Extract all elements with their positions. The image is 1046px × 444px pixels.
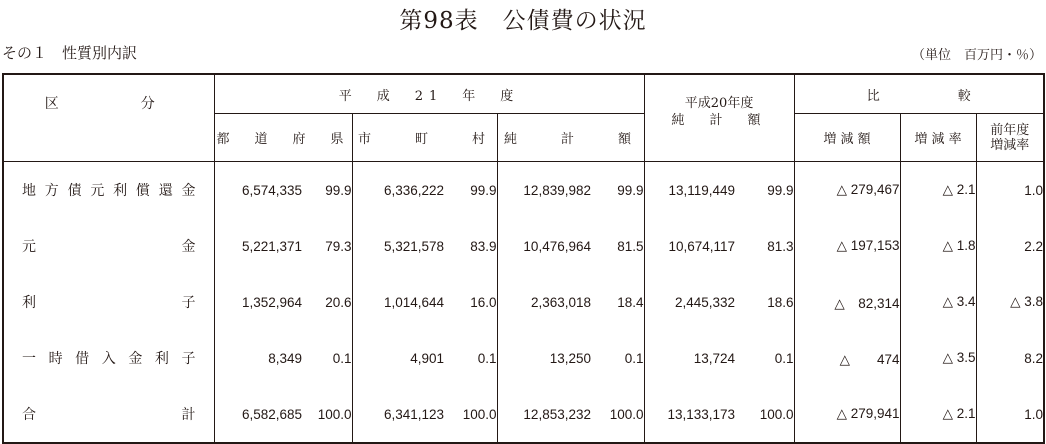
row-label-chars <box>22 404 196 424</box>
row-label-chars <box>22 292 196 312</box>
unit-note: （単位 百万円・％） <box>911 48 1042 63</box>
header-compare: 比 較 <box>794 74 1044 114</box>
net-total-value: 12,853,232 <box>497 386 591 443</box>
row-label-char: 元 <box>22 239 36 255</box>
municipality-percent: 0.1 <box>477 350 497 366</box>
h20-percent: 0.1 <box>774 350 794 366</box>
table-subtitle: その１ 性質別内訳 <box>2 44 138 62</box>
row-label-char: 方 <box>44 183 59 199</box>
prefecture-value: 1,352,964 <box>214 274 302 330</box>
prefecture-value: 6,574,335 <box>214 162 302 219</box>
net-total-percent: 100.0 <box>609 406 644 422</box>
row-label <box>3 386 214 443</box>
row-label-char: 利 <box>22 295 36 311</box>
municipality-value: 6,336,222 <box>352 162 444 219</box>
header-change-rate: 増 減 率 <box>900 114 976 162</box>
header-prefecture: 都 道 府 県 <box>214 114 352 162</box>
row-label-char: 利 <box>113 183 128 199</box>
header-change-amount: 増 減 額 <box>794 114 900 162</box>
h20-value: 13,133,173 <box>644 386 735 443</box>
header-municipality: 市 町 村 <box>352 114 497 162</box>
row-label <box>3 330 214 386</box>
municipality-value: 6,341,123 <box>352 386 444 443</box>
header-net-total: 純 計 額 <box>497 114 644 162</box>
row-label-chars <box>22 348 196 368</box>
prefecture-percent: 99.9 <box>325 182 352 198</box>
header-h20-line1: 平成20年度 <box>684 96 754 111</box>
public-debt-table <box>2 73 1045 444</box>
table-body <box>3 162 1044 444</box>
table-row <box>3 218 1044 274</box>
header-h20-line2: 純 計 額 <box>671 113 767 128</box>
row-label-char: 債 <box>67 183 82 199</box>
table-title: 第98表 公債費の状況 <box>399 8 647 34</box>
change-rate: △ 2.1 <box>900 162 976 219</box>
change-amount: △ 279,467 <box>794 162 900 219</box>
prefecture-value: 6,582,685 <box>214 386 302 443</box>
change-rate: △ 3.4 <box>900 274 976 330</box>
change-amount: △ 82,314 <box>794 274 900 330</box>
header-h21: 平 成 21 年 度 <box>214 74 644 114</box>
prefecture-value: 8,349 <box>214 330 302 386</box>
municipality-percent: 100.0 <box>462 406 497 422</box>
row-label <box>3 274 214 330</box>
h20-value: 10,674,117 <box>644 218 735 274</box>
h20-value: 13,724 <box>644 330 735 386</box>
h20-value: 13,119,449 <box>644 162 735 219</box>
table-row <box>3 274 1044 330</box>
change-amount: △ 474 <box>794 330 900 386</box>
row-label-char: 時 <box>48 351 63 367</box>
prev-rate: 2.2 <box>976 218 1044 274</box>
table-row <box>3 330 1044 386</box>
prefecture-value: 5,221,371 <box>214 218 302 274</box>
change-amount: △ 279,941 <box>794 386 900 443</box>
prev-rate: 8.2 <box>976 330 1044 386</box>
net-total-value: 10,476,964 <box>497 218 591 274</box>
prev-rate: 1.0 <box>976 162 1044 219</box>
row-label-char: 借 <box>75 351 90 367</box>
row-label-char: 子 <box>181 295 196 311</box>
municipality-percent: 16.0 <box>470 294 497 310</box>
prefecture-percent: 79.3 <box>325 238 352 254</box>
net-total-percent: 81.5 <box>617 238 644 254</box>
municipality-value: 4,901 <box>352 330 444 386</box>
change-rate: △ 2.1 <box>900 386 976 443</box>
h20-percent: 100.0 <box>759 406 794 422</box>
row-label <box>3 162 214 219</box>
row-label-char: 還 <box>158 183 173 199</box>
h20-percent: 18.6 <box>767 294 794 310</box>
h20-percent: 81.3 <box>767 238 794 254</box>
row-label-char: 合 <box>22 407 36 423</box>
header-category: 区 分 <box>3 74 214 162</box>
table-row <box>3 162 1044 219</box>
row-label <box>3 218 214 274</box>
net-total-percent: 0.1 <box>624 350 644 366</box>
table-row <box>3 386 1044 443</box>
row-label-char: 利 <box>154 351 169 367</box>
h20-percent: 99.9 <box>767 182 794 198</box>
row-label-char: 償 <box>135 183 150 199</box>
change-amount: △ 197,153 <box>794 218 900 274</box>
net-total-percent: 18.4 <box>617 294 644 310</box>
net-total-value: 13,250 <box>497 330 591 386</box>
row-label-char: 入 <box>101 351 116 367</box>
prefecture-percent: 20.6 <box>325 294 352 310</box>
municipality-percent: 83.9 <box>470 238 497 254</box>
row-label-char: 元 <box>90 183 105 199</box>
row-label-chars <box>22 180 196 200</box>
prev-rate: 1.0 <box>976 386 1044 443</box>
row-label-char: 金 <box>181 183 196 199</box>
row-label-char: 計 <box>181 407 196 423</box>
municipality-percent: 99.9 <box>470 182 497 198</box>
header-prev-rate-line1: 前年度 <box>990 122 1030 138</box>
row-label-char: 地 <box>22 183 36 199</box>
net-total-percent: 99.9 <box>617 182 644 198</box>
prev-rate: △ 3.8 <box>976 274 1044 330</box>
net-total-value: 2,363,018 <box>497 274 591 330</box>
prefecture-percent: 100.0 <box>317 406 352 422</box>
row-label-char: 子 <box>181 351 196 367</box>
net-total-value: 12,839,982 <box>497 162 591 219</box>
change-rate: △ 1.8 <box>900 218 976 274</box>
row-label-char: 金 <box>128 351 143 367</box>
header-row-1 <box>3 74 1044 114</box>
municipality-value: 5,321,578 <box>352 218 444 274</box>
header-prev-rate <box>976 114 1044 162</box>
change-rate: △ 3.5 <box>900 330 976 386</box>
header-h20 <box>644 74 794 162</box>
row-label-char: 金 <box>181 239 196 255</box>
row-label-chars <box>22 236 196 256</box>
header-prev-rate-line2: 増減率 <box>990 137 1030 153</box>
prefecture-percent: 0.1 <box>332 350 352 366</box>
municipality-value: 1,014,644 <box>352 274 444 330</box>
h20-value: 2,445,332 <box>644 274 735 330</box>
row-label-char: 一 <box>22 351 36 367</box>
